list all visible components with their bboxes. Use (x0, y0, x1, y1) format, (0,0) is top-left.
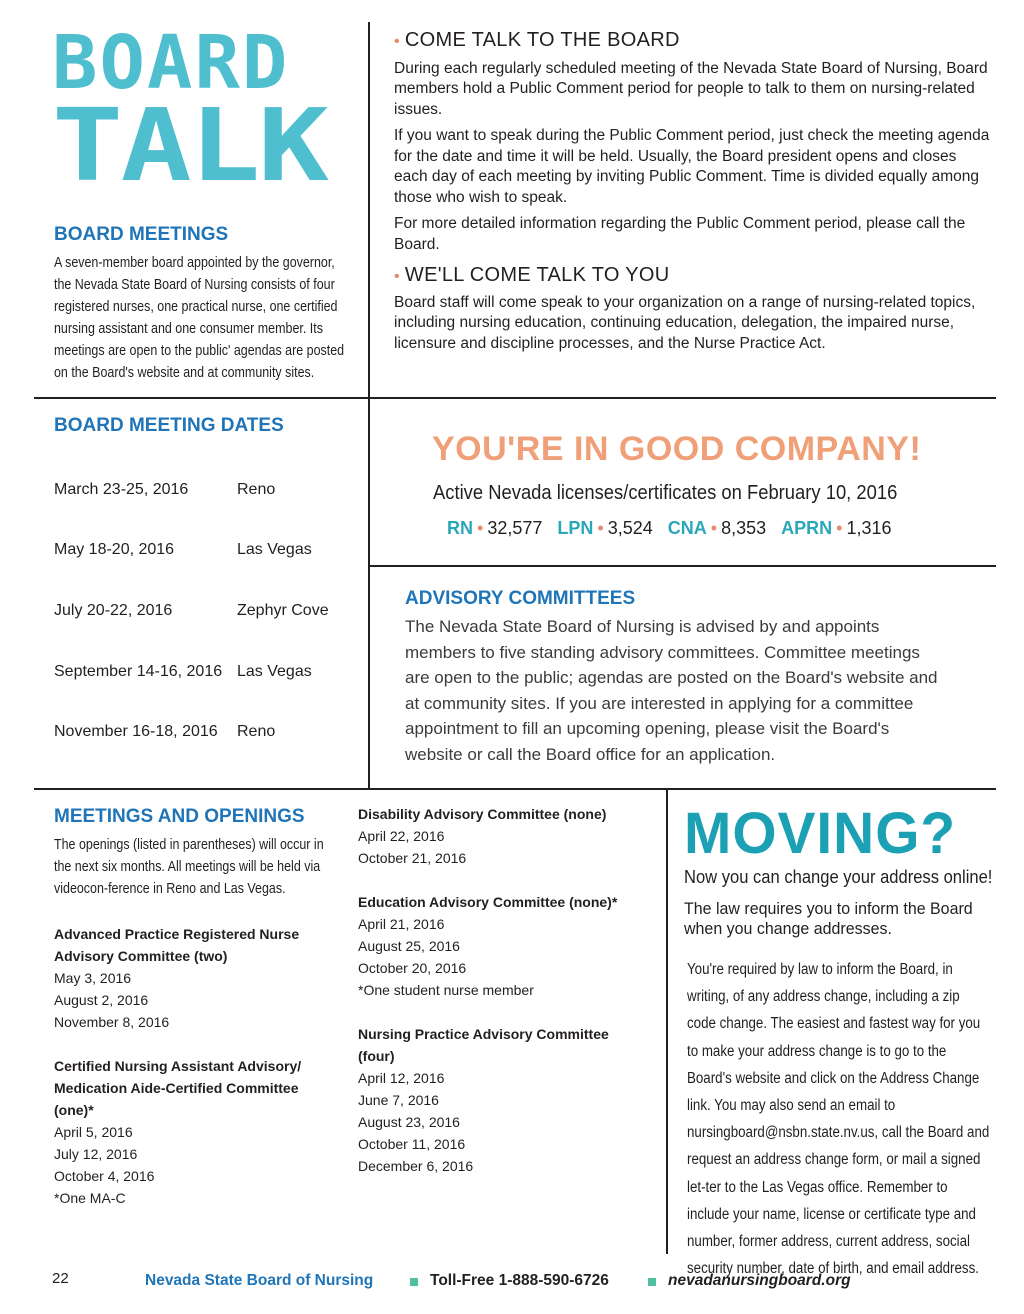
meeting-city: Zephyr Cove (237, 602, 329, 619)
come-talk-section (394, 30, 994, 360)
advisory-heading: ADVISORY COMMITTEES (405, 588, 636, 609)
meeting-date: September 14-16, 2016 (54, 663, 223, 680)
stat-value: 3,524 (607, 518, 653, 538)
divider-bottom-horizontal (34, 788, 996, 790)
stat-label: RN (447, 518, 473, 538)
meeting-city: Reno (237, 723, 276, 740)
committee-date: May 3, 2016 (54, 970, 132, 986)
committee-name: Certified Nursing Assistant Advisory/ Medication Aide-Certified Committee (one)* (54, 1058, 302, 1118)
committee-name: Nursing Practice Advisory Committee (four) (358, 1026, 609, 1064)
divider-middle-vertical (368, 398, 370, 788)
license-stats: RN • 32,577 LPN • 3,524 CNA • 8,353 APRN • 1,316 (447, 518, 892, 538)
committee-date: October 4, 2016 (54, 1168, 155, 1184)
committee-note: *One student nurse member (358, 982, 534, 998)
footer-separator-icon (410, 1278, 418, 1286)
committee-list-left (54, 923, 324, 1209)
divider-company-horizontal (369, 565, 996, 567)
come-talk-paragraph: During each regularly scheduled meeting of the Nevada State Board of Nursing, Board members hold a Public Comment period for people to talk to them on nursing-related issues. (394, 59, 988, 118)
moving-subheading: Now you can change your address online! (684, 867, 993, 887)
meeting-date: March 23-25, 2016 (54, 481, 189, 498)
divider-top-horizontal (34, 397, 996, 399)
committee-date: October 20, 2016 (358, 960, 467, 976)
committee-date: July 12, 2016 (54, 1146, 138, 1162)
divider-moving-vertical (666, 789, 668, 1254)
come-talk-heading: • COME TALK TO THE BOARD (394, 29, 680, 51)
meetings-openings-intro: The openings (listed in parentheses) will occur in the next six months. All meetings will be held via videocon-ference in Reno and Las Vegas. (54, 837, 324, 897)
footer-separator-icon (648, 1278, 656, 1286)
committee-date: April 12, 2016 (358, 1070, 445, 1086)
meeting-date: November 16-18, 2016 (54, 723, 218, 740)
committee-date: April 21, 2016 (358, 916, 445, 932)
committee-name: Advanced Practice Registered Nurse Advisory Committee (two) (54, 926, 300, 964)
stat-value: 8,353 (721, 518, 767, 538)
committee-name: Disability Advisory Committee (none) (358, 806, 607, 822)
committee-date: August 2, 2016 (54, 992, 149, 1008)
footer-website[interactable]: nevadanursingboard.org (668, 1272, 851, 1289)
stat-value: 32,577 (487, 518, 543, 538)
logo-line-1: BOARD (52, 20, 290, 106)
meeting-date: May 18-20, 2016 (54, 541, 175, 558)
committee-date: April 22, 2016 (358, 828, 445, 844)
moving-heading: MOVING? (684, 801, 957, 866)
we-talk-heading: • WE'LL COME TALK TO YOU (394, 264, 670, 286)
meetings-openings-heading: MEETINGS AND OPENINGS (54, 806, 305, 827)
divider-top-vertical (368, 22, 370, 398)
meeting-dates-heading: BOARD MEETING DATES (54, 415, 284, 436)
page-number: 22 (52, 1270, 69, 1287)
committee-date: August 25, 2016 (358, 938, 460, 954)
committee-date: April 5, 2016 (54, 1124, 133, 1140)
board-meetings-heading: BOARD MEETINGS (54, 224, 229, 245)
committee-note: *One MA-C (54, 1190, 126, 1206)
footer-org: Nevada State Board of Nursing (145, 1272, 374, 1289)
we-talk-body: Board staff will come speak to your organization on a range of nursing-related topics, including nursing education, continuing education, delegation, the impaired nurse, licensure and discipline processes, and the Nurse Practice Act. (394, 293, 976, 352)
committee-date: October 21, 2016 (358, 850, 467, 866)
committee-date: December 6, 2016 (358, 1158, 474, 1174)
board-talk-logo (52, 20, 342, 204)
come-talk-paragraph: If you want to speak during the Public Comment period, just check the meeting agenda for the date and time it will be held. Usually, the Board president opens and closes each day of each meeting by inviting Public Comment. Time is divided equally among those who wish to speak. (394, 127, 990, 206)
meeting-date: July 20-22, 2016 (54, 602, 173, 619)
committee-date: October 11, 2016 (358, 1136, 466, 1152)
meeting-city: Reno (237, 481, 276, 498)
meeting-city: Las Vegas (237, 541, 312, 558)
come-talk-paragraph: For more detailed information regarding the Public Comment period, please call the Board. (394, 215, 966, 253)
advisory-body: The Nevada State Board of Nursing is advised by and appoints members to five standing advisory committees. Committee meetings are open to the public; agendas are posted on the Board's website and at community sites. If you are interested in applying for a committee appointment to fill an upcoming opening, please visit the Board's website or call the Board office for an application. (405, 617, 938, 764)
logo-line-2: TALK (52, 87, 327, 204)
good-company-heading: YOU'RE IN GOOD COMPANY! (432, 430, 922, 468)
good-company-subheading: Active Nevada licenses/certificates on February 10, 2016 (433, 482, 898, 504)
moving-law-text: The law requires you to inform the Board when you change addresses. (684, 899, 973, 938)
moving-body: You're required by law to inform the Board, in writing, of any address change, including a zip code change. The easiest and fastest way for you to make your address change is to go to the Board's website and click on the Address Change link. You may also send an email to nursingboard@nsbn.state.nv.us, call the Board and request an address change form, or mail a signed let-ter to the Las Vegas office. Remember to include your name, license or certificate type and number, former address, current address, social security number, date of birth, and email address. (687, 961, 990, 1278)
committee-date: November 8, 2016 (54, 1014, 170, 1030)
meeting-city: Las Vegas (237, 663, 312, 680)
board-meetings-body: A seven-member board appointed by the governor, the Nevada State Board of Nursing consists of four registered nurses, one practical nurse, one certified nursing assistant and one consumer member. Its meetings are open to the public' agendas are posted on the Board's website and at community sites. (54, 255, 345, 381)
stat-label: LPN (557, 518, 594, 538)
committee-list-right (358, 803, 648, 1177)
stat-value: 1,316 (846, 518, 892, 538)
stat-label: APRN (781, 518, 833, 538)
stat-label: CNA (667, 518, 707, 538)
committee-date: June 7, 2016 (358, 1092, 439, 1108)
footer-phone: Toll-Free 1-888-590-6726 (430, 1272, 609, 1289)
committee-name: Education Advisory Committee (none)* (358, 894, 618, 910)
committee-date: August 23, 2016 (358, 1114, 460, 1130)
